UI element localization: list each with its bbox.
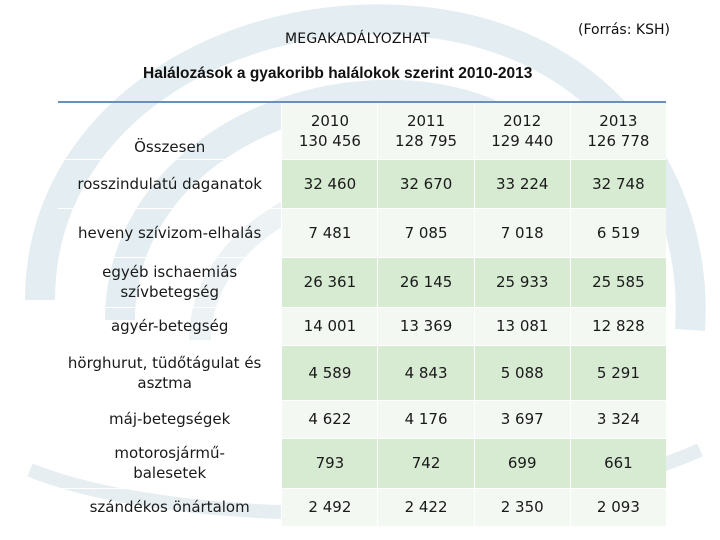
value-cell: 4 589 [282, 345, 378, 400]
value-cell: 7 018 [474, 208, 570, 257]
row-label: motorosjármű-balesetek [58, 438, 282, 488]
row-label: hörghurut, tüdőtágulat és asztma [58, 345, 282, 400]
value-cell: 7 085 [378, 208, 474, 257]
value-cell: 661 [570, 438, 666, 488]
value-cell: 33 224 [474, 159, 570, 208]
value-cell: 7 481 [282, 208, 378, 257]
value-cell: 4 843 [378, 345, 474, 400]
row-label: egyéb ischaemiás szívbetegség [58, 257, 282, 307]
total-value: 129 440 [491, 131, 554, 150]
value-cell: 2 093 [570, 488, 666, 526]
value-cell: 25 585 [570, 257, 666, 307]
value-cell: 4 176 [378, 400, 474, 438]
value-cell: 13 369 [378, 307, 474, 345]
row-label: Összesen [58, 102, 282, 159]
value-cell: 3 697 [474, 400, 570, 438]
table-row [58, 159, 666, 208]
value-cell: 699 [474, 438, 570, 488]
year-header: 2013 [599, 111, 638, 130]
row-label: heveny szívizom-elhalás [58, 208, 282, 257]
page-title: Halálozások a gyakoribb halálokok szerint 2010-2013 [143, 65, 533, 82]
value-cell: 793 [282, 438, 378, 488]
total-value: 130 456 [298, 131, 361, 150]
value-cell: 6 519 [570, 208, 666, 257]
table-row [58, 488, 666, 526]
table-row [58, 438, 666, 488]
value-cell: 2 350 [474, 488, 570, 526]
total-value: 128 795 [395, 131, 458, 150]
value-cell: 25 933 [474, 257, 570, 307]
header-caption: MEGAKADÁLYOZHAT [285, 31, 430, 47]
value-cell: 5 291 [570, 345, 666, 400]
table-row [58, 307, 666, 345]
year-total-cell [282, 102, 378, 159]
value-cell: 3 324 [570, 400, 666, 438]
value-cell: 14 001 [282, 307, 378, 345]
row-label: szándékos önártalom [58, 488, 282, 526]
value-cell: 12 828 [570, 307, 666, 345]
mortality-table [58, 101, 666, 527]
value-cell: 26 361 [282, 257, 378, 307]
table-row [58, 400, 666, 438]
table-row [58, 345, 666, 400]
row-label: rosszindulatú daganatok [58, 159, 282, 208]
value-cell: 4 622 [282, 400, 378, 438]
source-note: (Forrás: KSH) [578, 22, 670, 38]
row-label: máj-betegségek [58, 400, 282, 438]
value-cell: 13 081 [474, 307, 570, 345]
year-header: 2010 [310, 111, 349, 130]
total-value: 126 778 [587, 131, 650, 150]
table-row [58, 208, 666, 257]
value-cell: 32 748 [570, 159, 666, 208]
value-cell: 26 145 [378, 257, 474, 307]
value-cell: 742 [378, 438, 474, 488]
row-label: agyér-betegség [58, 307, 282, 345]
value-cell: 2 492 [282, 488, 378, 526]
table-row [58, 257, 666, 307]
year-total-cell [474, 102, 570, 159]
value-cell: 32 670 [378, 159, 474, 208]
value-cell: 32 460 [282, 159, 378, 208]
value-cell: 2 422 [378, 488, 474, 526]
year-header: 2011 [406, 111, 446, 130]
value-cell: 5 088 [474, 345, 570, 400]
year-total-cell [570, 102, 666, 159]
year-total-cell [378, 102, 474, 159]
year-header: 2012 [503, 111, 542, 130]
table-row-totals [58, 102, 666, 159]
